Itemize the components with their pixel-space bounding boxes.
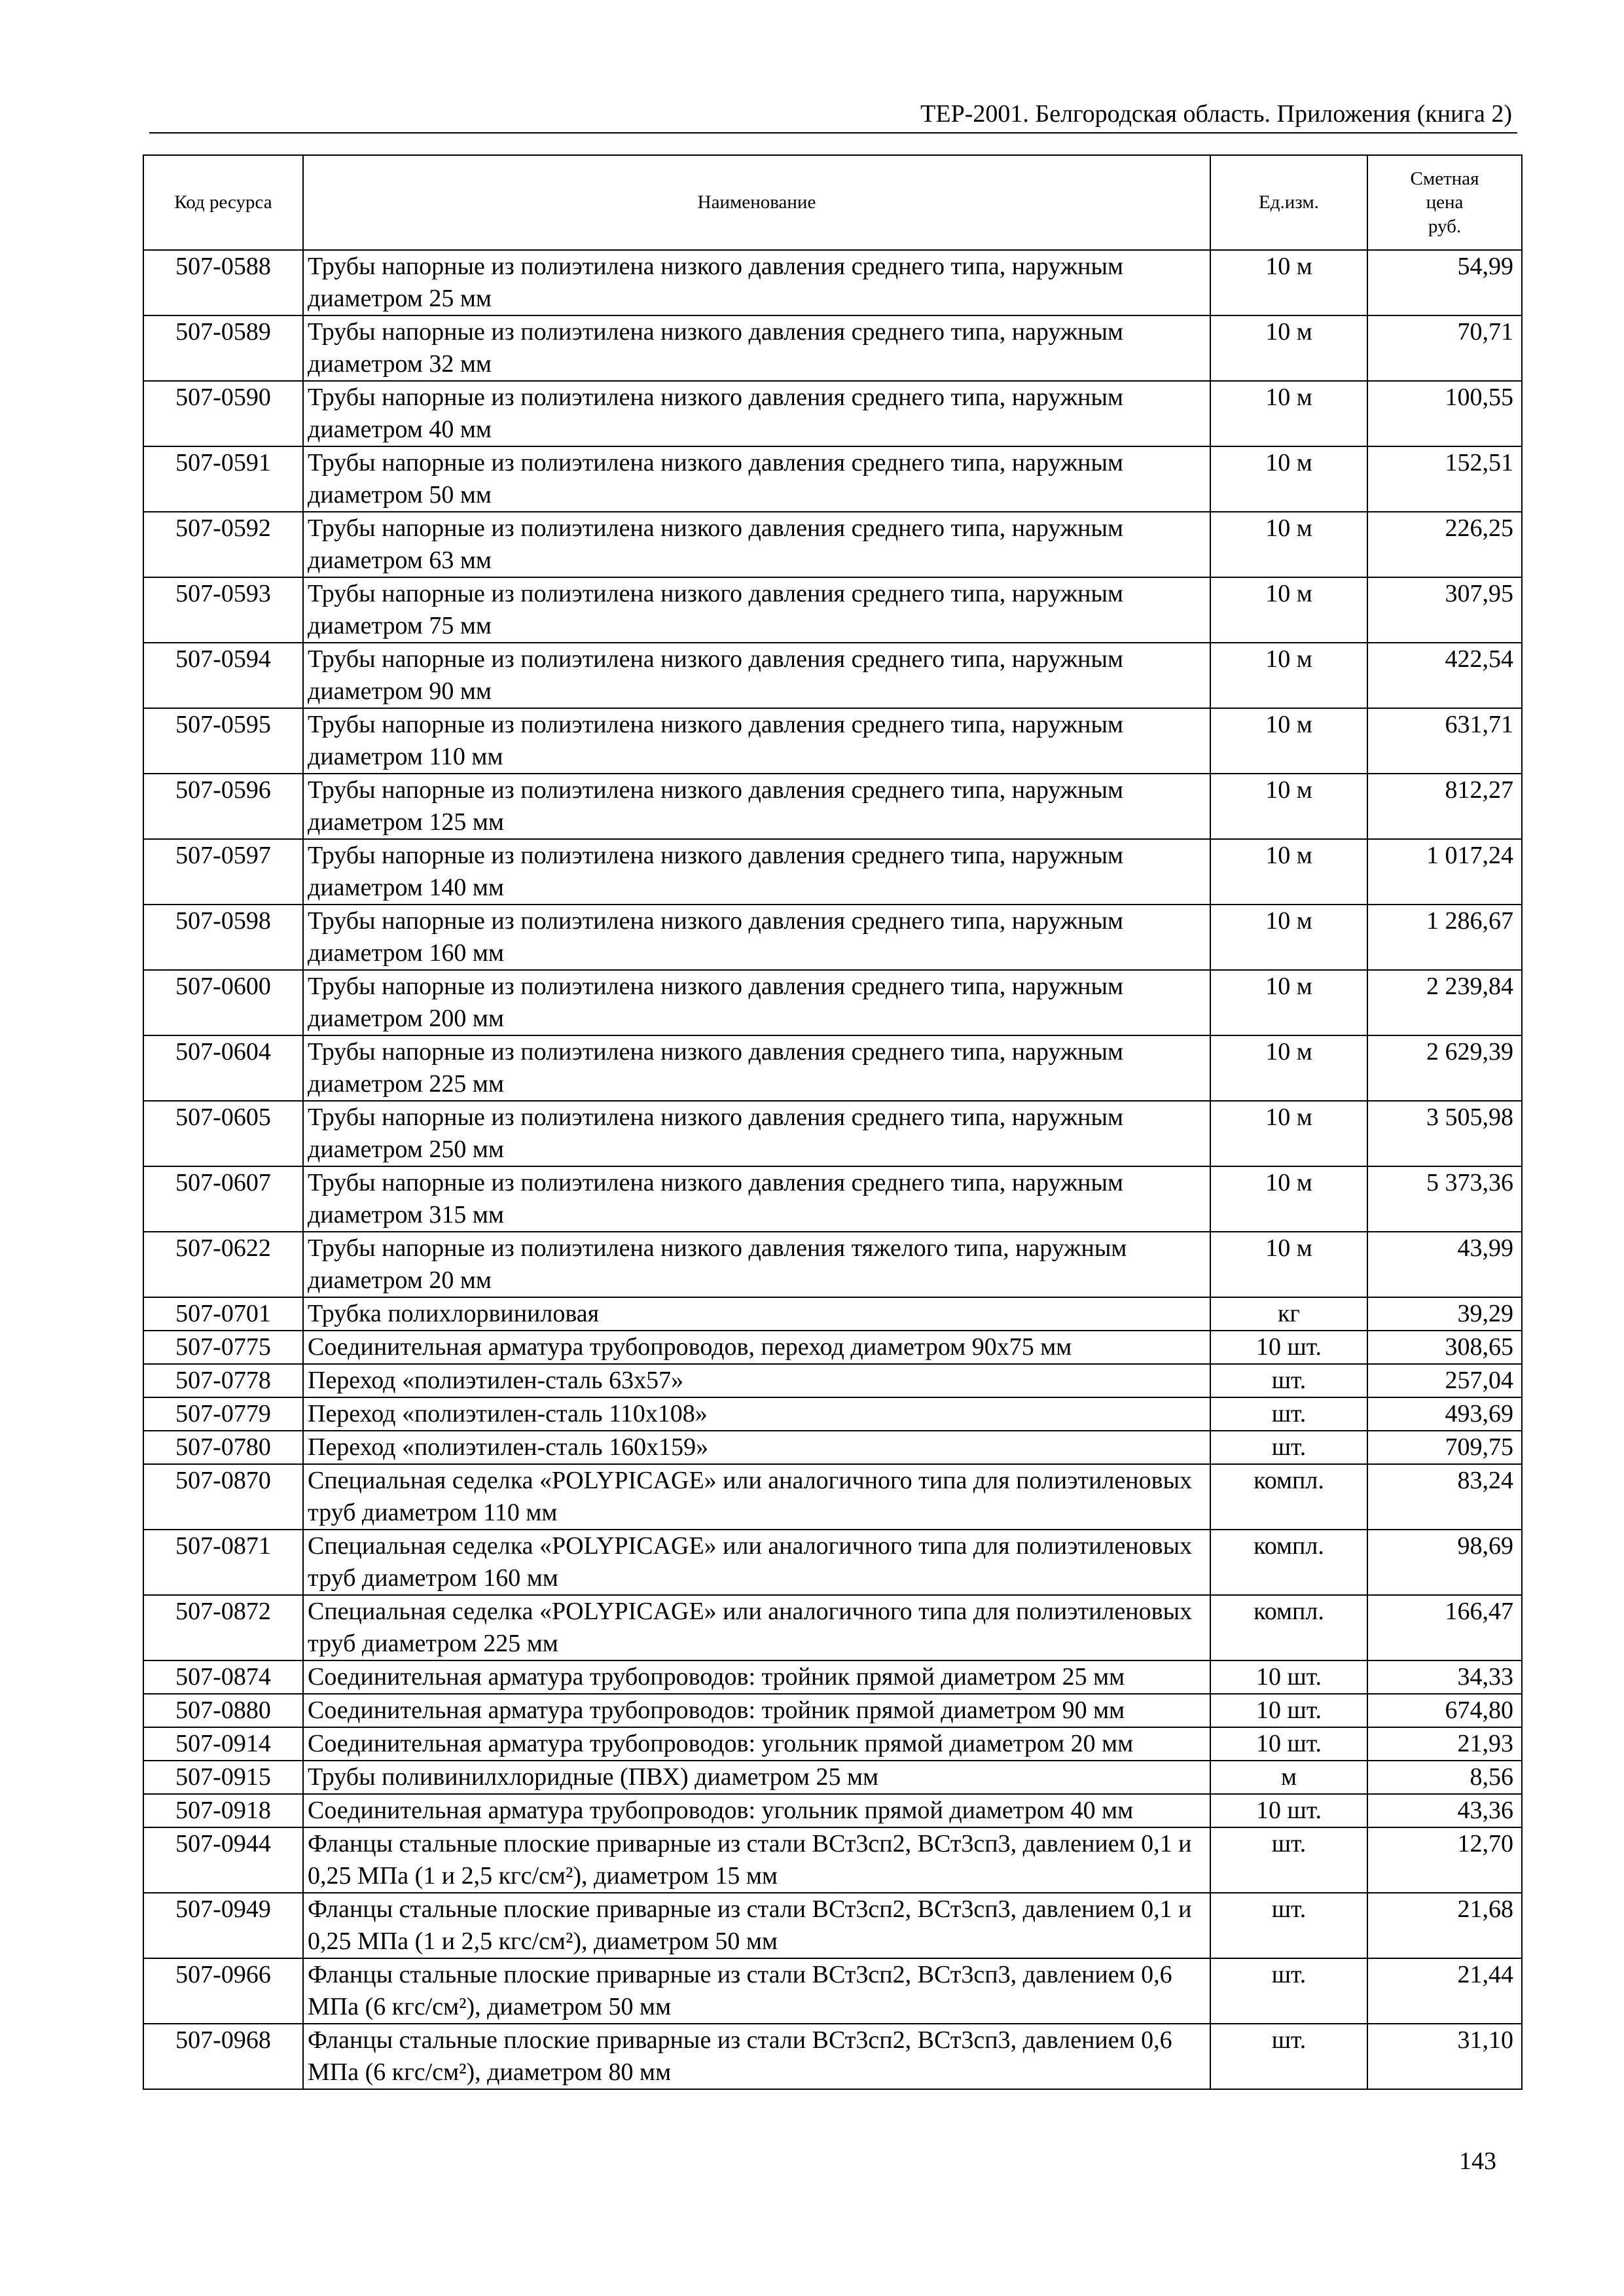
- resource-code-cell: 507-0604: [143, 1035, 303, 1101]
- resource-code-cell: 507-0944: [143, 1827, 303, 1893]
- table-row: [143, 1397, 1522, 1431]
- unit-cell: шт.: [1210, 1827, 1367, 1893]
- resource-name-cell: Трубы напорные из полиэтилена низкого давления среднего типа, наружным диаметром 90 мм: [303, 643, 1210, 708]
- resource-name-cell: Соединительная арматура трубопроводов, переход диаметром 90х75 мм: [303, 1331, 1210, 1364]
- resource-name-cell: Фланцы стальные плоские приварные из стали ВСт3сп2, ВСт3сп3, давлением 0,6 МПа (6 кгс/см²), диаметром 80 мм: [303, 2024, 1210, 2089]
- resource-name-cell: Фланцы стальные плоские приварные из стали ВСт3сп2, ВСт3сп3, давлением 0,1 и 0,25 МПа (1 и 2,5 кгс/см²), диаметром 50 мм: [303, 1893, 1210, 1958]
- resource-code-cell: 507-0594: [143, 643, 303, 708]
- resource-name-cell: Трубы поливинилхлоридные (ПВХ) диаметром 25 мм: [303, 1761, 1210, 1794]
- resource-code-cell: 507-0589: [143, 315, 303, 381]
- running-header: [149, 97, 1517, 134]
- price-cell: 70,71: [1367, 315, 1522, 381]
- price-cell: 54,99: [1367, 250, 1522, 315]
- resource-name-cell: Трубы напорные из полиэтилена низкого давления среднего типа, наружным диаметром 125 мм: [303, 774, 1210, 839]
- resource-name-cell: Трубы напорные из полиэтилена низкого давления среднего типа, наружным диаметром 140 мм: [303, 839, 1210, 905]
- resource-name-cell: Переход «полиэтилен-сталь 160х159»: [303, 1431, 1210, 1464]
- price-cell: 1 286,67: [1367, 905, 1522, 970]
- price-cell: 812,27: [1367, 774, 1522, 839]
- resource-code-cell: 507-0597: [143, 839, 303, 905]
- resource-code-cell: 507-0593: [143, 577, 303, 643]
- unit-cell: м: [1210, 1761, 1367, 1794]
- price-cell: 674,80: [1367, 1694, 1522, 1727]
- resource-name-cell: Фланцы стальные плоские приварные из стали ВСт3сп2, ВСт3сп3, давлением 0,6 МПа (6 кгс/см²), диаметром 50 мм: [303, 1958, 1210, 2024]
- unit-cell: 10 м: [1210, 315, 1367, 381]
- resource-name-cell: Трубы напорные из полиэтилена низкого давления среднего типа, наружным диаметром 25 мм: [303, 250, 1210, 315]
- table-row: [143, 708, 1522, 774]
- table-row: [143, 1827, 1522, 1893]
- table-row: [143, 1694, 1522, 1727]
- resource-name-cell: Переход «полиэтилен-сталь 110х108»: [303, 1397, 1210, 1431]
- price-cell: 12,70: [1367, 1827, 1522, 1893]
- resource-name-cell: Трубы напорные из полиэтилена низкого давления среднего типа, наружным диаметром 75 мм: [303, 577, 1210, 643]
- resource-name-cell: Трубы напорные из полиэтилена низкого давления среднего типа, наружным диаметром 250 мм: [303, 1101, 1210, 1166]
- table-row: [143, 315, 1522, 381]
- resource-name-cell: Фланцы стальные плоские приварные из стали ВСт3сп2, ВСт3сп3, давлением 0,1 и 0,25 МПа (1 и 2,5 кгс/см²), диаметром 15 мм: [303, 1827, 1210, 1893]
- resource-code-cell: 507-0596: [143, 774, 303, 839]
- table-row: [143, 774, 1522, 839]
- unit-cell: 10 м: [1210, 577, 1367, 643]
- unit-cell: 10 м: [1210, 839, 1367, 905]
- table-row: [143, 1101, 1522, 1166]
- table-row: [143, 643, 1522, 708]
- table-row: [143, 1331, 1522, 1364]
- price-cell: 21,68: [1367, 1893, 1522, 1958]
- unit-cell: кг: [1210, 1297, 1367, 1331]
- price-cell: 98,69: [1367, 1530, 1522, 1595]
- unit-cell: 10 м: [1210, 1232, 1367, 1297]
- price-cell: 709,75: [1367, 1431, 1522, 1464]
- resource-code-cell: 507-0780: [143, 1431, 303, 1464]
- resource-code-cell: 507-0779: [143, 1397, 303, 1431]
- unit-cell: шт.: [1210, 1958, 1367, 2024]
- resource-name-cell: Специальная седелка «POLYPICAGE» или аналогичного типа для полиэтиленовых труб диаметром 110 мм: [303, 1464, 1210, 1530]
- price-cell: 308,65: [1367, 1331, 1522, 1364]
- resource-name-cell: Трубы напорные из полиэтилена низкого давления среднего типа, наружным диаметром 225 мм: [303, 1035, 1210, 1101]
- table-row: [143, 1035, 1522, 1101]
- unit-cell: 10 м: [1210, 643, 1367, 708]
- price-cell: 31,10: [1367, 2024, 1522, 2089]
- resource-code-cell: 507-0591: [143, 446, 303, 512]
- price-cell: 422,54: [1367, 643, 1522, 708]
- resource-name-cell: Трубы напорные из полиэтилена низкого давления среднего типа, наружным диаметром 63 мм: [303, 512, 1210, 577]
- table-row: [143, 1761, 1522, 1794]
- table-header-row: [143, 155, 1522, 250]
- unit-cell: шт.: [1210, 1397, 1367, 1431]
- resource-code-cell: 507-0968: [143, 2024, 303, 2089]
- table-row: [143, 2024, 1522, 2089]
- table-row: [143, 1893, 1522, 1958]
- column-header-price-line: Сметная: [1410, 168, 1479, 190]
- price-cell: 3 505,98: [1367, 1101, 1522, 1166]
- unit-cell: 10 м: [1210, 1101, 1367, 1166]
- unit-cell: 10 м: [1210, 1166, 1367, 1232]
- unit-cell: 10 м: [1210, 512, 1367, 577]
- price-cell: 21,44: [1367, 1958, 1522, 2024]
- table-body: [143, 250, 1522, 2089]
- resource-name-cell: Трубы напорные из полиэтилена низкого давления среднего типа, наружным диаметром 315 мм: [303, 1166, 1210, 1232]
- unit-cell: 10 шт.: [1210, 1694, 1367, 1727]
- price-cell: 257,04: [1367, 1364, 1522, 1397]
- table-row: [143, 577, 1522, 643]
- price-cell: 5 373,36: [1367, 1166, 1522, 1232]
- column-header-unit: Ед.изм.: [1210, 155, 1367, 250]
- document-title: ТЕР-2001. Белгородская область. Приложения (книга 2): [920, 100, 1512, 128]
- unit-cell: шт.: [1210, 1431, 1367, 1464]
- table-row: [143, 250, 1522, 315]
- table-row: [143, 1595, 1522, 1660]
- resource-name-cell: Соединительная арматура трубопроводов: угольник прямой диаметром 20 мм: [303, 1727, 1210, 1761]
- resource-name-cell: Трубы напорные из полиэтилена низкого давления тяжелого типа, наружным диаметром 20 мм: [303, 1232, 1210, 1297]
- price-cell: 43,36: [1367, 1794, 1522, 1827]
- price-cell: 1 017,24: [1367, 839, 1522, 905]
- unit-cell: шт.: [1210, 1364, 1367, 1397]
- table-row: [143, 1727, 1522, 1761]
- resource-code-cell: 507-0598: [143, 905, 303, 970]
- unit-cell: компл.: [1210, 1530, 1367, 1595]
- resource-code-cell: 507-0600: [143, 970, 303, 1035]
- table-row: [143, 1297, 1522, 1331]
- resource-code-cell: 507-0622: [143, 1232, 303, 1297]
- table-row: [143, 1660, 1522, 1694]
- table-row: [143, 512, 1522, 577]
- unit-cell: 10 м: [1210, 250, 1367, 315]
- table-row: [143, 381, 1522, 446]
- resource-name-cell: Трубка полихлорвиниловая: [303, 1297, 1210, 1331]
- resource-code-cell: 507-0775: [143, 1331, 303, 1364]
- resource-code-cell: 507-0871: [143, 1530, 303, 1595]
- price-cell: 2 239,84: [1367, 970, 1522, 1035]
- unit-cell: компл.: [1210, 1595, 1367, 1660]
- unit-cell: шт.: [1210, 1893, 1367, 1958]
- unit-cell: 10 м: [1210, 446, 1367, 512]
- price-cell: 631,71: [1367, 708, 1522, 774]
- resource-code-cell: 507-0918: [143, 1794, 303, 1827]
- price-cell: 83,24: [1367, 1464, 1522, 1530]
- table-row: [143, 839, 1522, 905]
- price-cell: 100,55: [1367, 381, 1522, 446]
- resource-code-cell: 507-0949: [143, 1893, 303, 1958]
- resource-name-cell: Специальная седелка «POLYPICAGE» или аналогичного типа для полиэтиленовых труб диаметром 225 мм: [303, 1595, 1210, 1660]
- resource-code-cell: 507-0914: [143, 1727, 303, 1761]
- resource-name-cell: Трубы напорные из полиэтилена низкого давления среднего типа, наружным диаметром 110 мм: [303, 708, 1210, 774]
- unit-cell: 10 м: [1210, 905, 1367, 970]
- table-row: [143, 1530, 1522, 1595]
- table-row: [143, 1794, 1522, 1827]
- resource-name-cell: Специальная седелка «POLYPICAGE» или аналогичного типа для полиэтиленовых труб диаметром 160 мм: [303, 1530, 1210, 1595]
- resource-code-cell: 507-0605: [143, 1101, 303, 1166]
- unit-cell: 10 шт.: [1210, 1727, 1367, 1761]
- column-header-name: Наименование: [303, 155, 1210, 250]
- table-row: [143, 905, 1522, 970]
- price-cell: 307,95: [1367, 577, 1522, 643]
- resource-name-cell: Трубы напорные из полиэтилена низкого давления среднего типа, наружным диаметром 50 мм: [303, 446, 1210, 512]
- resource-name-cell: Трубы напорные из полиэтилена низкого давления среднего типа, наружным диаметром 200 мм: [303, 970, 1210, 1035]
- price-cell: 2 629,39: [1367, 1035, 1522, 1101]
- price-cell: 166,47: [1367, 1595, 1522, 1660]
- price-cell: 8,56: [1367, 1761, 1522, 1794]
- unit-cell: компл.: [1210, 1464, 1367, 1530]
- table-row: [143, 1232, 1522, 1297]
- price-cell: 39,29: [1367, 1297, 1522, 1331]
- column-header-code: Код ресурса: [143, 155, 303, 250]
- unit-cell: 10 м: [1210, 970, 1367, 1035]
- unit-cell: 10 шт.: [1210, 1794, 1367, 1827]
- resource-name-cell: Переход «полиэтилен-сталь 63х57»: [303, 1364, 1210, 1397]
- resource-name-cell: Соединительная арматура трубопроводов: тройник прямой диаметром 25 мм: [303, 1660, 1210, 1694]
- resource-name-cell: Трубы напорные из полиэтилена низкого давления среднего типа, наружным диаметром 32 мм: [303, 315, 1210, 381]
- resource-code-cell: 507-0590: [143, 381, 303, 446]
- price-table: [143, 154, 1523, 2090]
- table-row: [143, 1364, 1522, 1397]
- resource-code-cell: 507-0870: [143, 1464, 303, 1530]
- unit-cell: 10 м: [1210, 1035, 1367, 1101]
- page-number: 143: [1459, 2147, 1496, 2175]
- price-cell: 43,99: [1367, 1232, 1522, 1297]
- price-cell: 226,25: [1367, 512, 1522, 577]
- resource-code-cell: 507-0607: [143, 1166, 303, 1232]
- column-header-price-line: цена: [1426, 192, 1464, 213]
- resource-code-cell: 507-0880: [143, 1694, 303, 1727]
- unit-cell: 10 м: [1210, 774, 1367, 839]
- column-header-price: [1367, 155, 1522, 250]
- resource-name-cell: Соединительная арматура трубопроводов: угольник прямой диаметром 40 мм: [303, 1794, 1210, 1827]
- table-row: [143, 1464, 1522, 1530]
- resource-code-cell: 507-0778: [143, 1364, 303, 1397]
- unit-cell: шт.: [1210, 2024, 1367, 2089]
- table-row: [143, 1958, 1522, 2024]
- resource-code-cell: 507-0915: [143, 1761, 303, 1794]
- resource-code-cell: 507-0872: [143, 1595, 303, 1660]
- unit-cell: 10 м: [1210, 381, 1367, 446]
- table-row: [143, 446, 1522, 512]
- unit-cell: 10 шт.: [1210, 1331, 1367, 1364]
- price-cell: 152,51: [1367, 446, 1522, 512]
- table-row: [143, 1166, 1522, 1232]
- resource-name-cell: Трубы напорные из полиэтилена низкого давления среднего типа, наружным диаметром 160 мм: [303, 905, 1210, 970]
- unit-cell: 10 м: [1210, 708, 1367, 774]
- resource-code-cell: 507-0701: [143, 1297, 303, 1331]
- price-cell: 34,33: [1367, 1660, 1522, 1694]
- resource-code-cell: 507-0588: [143, 250, 303, 315]
- resource-code-cell: 507-0966: [143, 1958, 303, 2024]
- price-cell: 21,93: [1367, 1727, 1522, 1761]
- resource-name-cell: Соединительная арматура трубопроводов: тройник прямой диаметром 90 мм: [303, 1694, 1210, 1727]
- resource-code-cell: 507-0595: [143, 708, 303, 774]
- table-row: [143, 970, 1522, 1035]
- price-cell: 493,69: [1367, 1397, 1522, 1431]
- resource-name-cell: Трубы напорные из полиэтилена низкого давления среднего типа, наружным диаметром 40 мм: [303, 381, 1210, 446]
- column-header-price-line: руб.: [1428, 215, 1462, 237]
- table-row: [143, 1431, 1522, 1464]
- resource-code-cell: 507-0592: [143, 512, 303, 577]
- resource-code-cell: 507-0874: [143, 1660, 303, 1694]
- unit-cell: 10 шт.: [1210, 1660, 1367, 1694]
